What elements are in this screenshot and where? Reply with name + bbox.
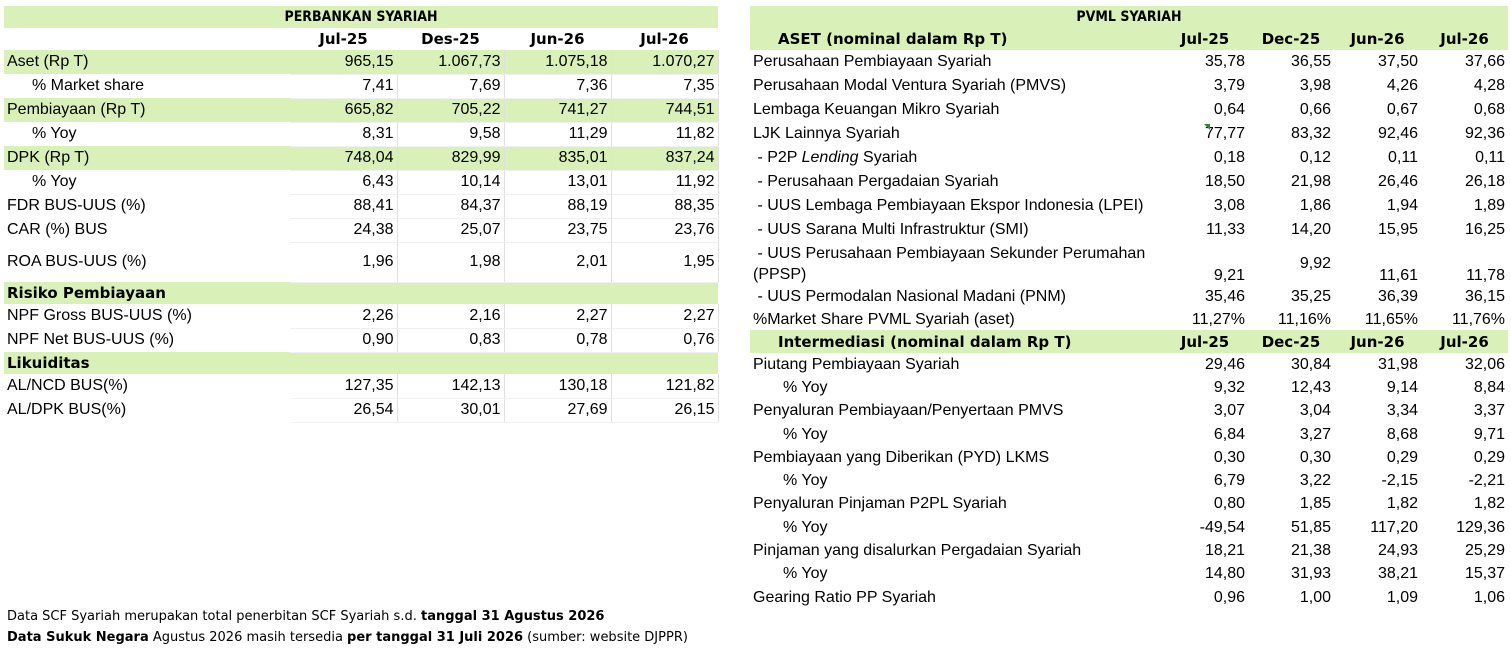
row-label: FDR BUS-UUS (%) [7, 197, 146, 214]
row-label: % Yoy [32, 125, 77, 142]
row-value [504, 282, 611, 304]
row-value: 7,41 [290, 74, 397, 98]
row-value: 24,93 [1377, 542, 1418, 560]
row-value: 36,39 [1377, 288, 1418, 305]
row-value: 665,82 [290, 98, 397, 122]
table-row [4, 398, 718, 422]
row-value: 705,22 [397, 98, 504, 122]
row-value: 835,01 [504, 146, 611, 170]
row-value: 3,22 [1299, 472, 1331, 490]
row-value: 16,25 [1464, 221, 1506, 238]
row-value: 35,25 [1290, 288, 1331, 305]
row-value: 84,37 [397, 194, 504, 218]
row-value: 829,99 [397, 146, 504, 170]
row-label: Lembaga Keuangan Mikro Syariah [753, 101, 1000, 118]
row-value: 1,95 [611, 242, 718, 282]
table-row [4, 374, 718, 398]
row-label: Penyaluran Pinjaman P2PL Syariah [753, 495, 1007, 513]
row-value: 0,64 [1213, 101, 1245, 118]
row-value: 25,07 [397, 218, 504, 242]
row-value: 88,35 [611, 194, 718, 218]
row-value: 0,66 [1299, 101, 1331, 118]
row-label: % Market share [32, 77, 145, 94]
row-value: 11,16% [1277, 310, 1331, 328]
row-value: 837,24 [611, 146, 718, 170]
row-value: 2,27 [611, 304, 718, 328]
row-value: 21,98 [1290, 173, 1331, 190]
row-value: 11,61 [1379, 267, 1418, 284]
table-row [750, 242, 1508, 285]
row-value: 117,20 [1370, 518, 1418, 536]
row-value: 0,11 [1475, 149, 1506, 166]
row-value: 0,78 [504, 328, 611, 352]
row-value: 741,27 [504, 98, 611, 122]
row-value: 8,31 [290, 122, 397, 146]
row-value: 24,38 [290, 218, 397, 242]
table-row [4, 304, 718, 328]
row-value: 23,76 [611, 218, 718, 242]
row-value [611, 282, 718, 304]
col-header: Jun-26 [1334, 28, 1421, 50]
row-label: Penyaluran Pembiayaan/Penyertaan PMVS [753, 402, 1064, 420]
row-value: 7,69 [397, 74, 504, 98]
row-value: 1,86 [1299, 197, 1331, 214]
row-value: 0,11 [1388, 149, 1418, 166]
row-value: 1,00 [1299, 588, 1331, 606]
table-row [4, 242, 718, 282]
table-row [750, 146, 1508, 170]
row-value: 2,16 [397, 304, 504, 328]
row-label: - UUS Perusahaan Pembiayaan Sekunder Perumahan (PPSP) [753, 244, 1146, 283]
row-value: 3,27 [1299, 425, 1331, 443]
row-value: 35,78 [1204, 53, 1245, 70]
table-row [750, 586, 1508, 609]
row-value: 37,66 [1464, 53, 1506, 70]
row-value: 9,92 [1299, 254, 1331, 272]
row-label: AL/NCD BUS(%) [7, 377, 128, 394]
row-value: 26,18 [1464, 173, 1506, 190]
row-label: ROA BUS-UUS (%) [7, 253, 147, 270]
row-label: % Yoy [32, 173, 77, 190]
row-value: 1,96 [290, 242, 397, 282]
row-value: 6,84 [1213, 425, 1245, 443]
row-value: 4,28 [1473, 77, 1506, 94]
row-label: Piutang Pembiayaan Syariah [753, 355, 960, 373]
table-row [750, 98, 1508, 122]
col-header: Jul-26 [1421, 330, 1508, 353]
row-value: 1,89 [1473, 197, 1506, 214]
row-value [397, 282, 504, 304]
row-value: 29,46 [1204, 355, 1245, 373]
row-value: 1.070,27 [611, 50, 718, 74]
row-label: Risiko Pembiayaan [4, 282, 290, 304]
table-row [750, 218, 1508, 242]
row-value: 3,07 [1213, 402, 1245, 420]
table-row [4, 282, 718, 304]
row-value: 11,82 [611, 122, 718, 146]
table-row [4, 122, 718, 146]
footnote-scf: Data SCF Syariah merupakan total penerbitan SCF Syariah s.d. tanggal 31 Agustus 2026 [7, 609, 605, 624]
table-row [750, 285, 1508, 309]
row-value: 744,51 [611, 98, 718, 122]
row-value: 1,09 [1386, 588, 1418, 606]
aset-table-body [750, 50, 1508, 330]
row-value: 6,79 [1213, 472, 1245, 490]
row-label: Aset (Rp T) [4, 50, 290, 74]
row-label: % Yoy [783, 425, 828, 443]
row-value: 31,98 [1377, 355, 1418, 373]
col-header: Dec-25 [1248, 330, 1334, 353]
row-value: 13,01 [504, 170, 611, 194]
row-value: 9,32 [1213, 378, 1245, 396]
row-value: 25,29 [1464, 542, 1506, 560]
row-label: % Yoy [783, 378, 828, 396]
row-value: 8,84 [1473, 378, 1506, 396]
table-row [750, 400, 1508, 423]
table-row [750, 194, 1508, 218]
comment-marker-icon [1204, 124, 1210, 130]
row-value: 0,29 [1473, 448, 1506, 466]
row-value: 92,46 [1377, 125, 1418, 142]
row-value: 51,85 [1290, 518, 1331, 536]
perbankan-syariah-panel [4, 6, 718, 423]
table-row [750, 353, 1508, 376]
table-row [750, 122, 1508, 146]
row-value: 37,50 [1377, 53, 1418, 70]
row-value: 0,29 [1386, 448, 1418, 466]
row-value: 36,15 [1464, 288, 1506, 305]
table-row [750, 309, 1508, 330]
row-value: -2,15 [1381, 472, 1418, 490]
row-label: Gearing Ratio PP Syariah [753, 588, 936, 606]
row-value: 0,90 [290, 328, 397, 352]
row-value: 129,36 [1456, 518, 1506, 536]
table-row [750, 493, 1508, 516]
row-value: 83,32 [1290, 125, 1331, 142]
row-value: 11,65% [1364, 310, 1418, 328]
row-value: 36,55 [1290, 53, 1331, 70]
row-value: 11,76% [1451, 310, 1506, 328]
intermediasi-header-row [750, 330, 1508, 353]
header-row [4, 28, 718, 50]
row-label: CAR (%) BUS [7, 221, 108, 238]
row-value: 14,20 [1290, 221, 1331, 238]
row-value: 2,27 [504, 304, 611, 328]
row-value: 3,79 [1213, 77, 1245, 94]
row-value: 38,21 [1377, 565, 1418, 583]
row-value [290, 352, 397, 374]
row-value: -49,54 [1199, 518, 1245, 536]
table-row [750, 563, 1508, 586]
row-value: 9,71 [1473, 425, 1506, 443]
table-row [4, 50, 718, 74]
row-value: 77,77 [1204, 125, 1245, 142]
row-value: 0,67 [1386, 101, 1418, 118]
left-table-body [4, 50, 718, 422]
table-row [750, 539, 1508, 562]
row-value: 88,19 [504, 194, 611, 218]
row-value: 3,37 [1473, 402, 1506, 420]
row-value: 0,80 [1213, 495, 1245, 513]
table-row [750, 516, 1508, 539]
row-value: 11,27% [1191, 310, 1245, 328]
row-value: 142,13 [397, 374, 504, 398]
table-row [4, 74, 718, 98]
row-value: 3,98 [1299, 77, 1331, 94]
row-label: Likuiditas [4, 352, 290, 374]
col-header: Jul-25 [319, 30, 368, 48]
row-value: 1,06 [1473, 588, 1506, 606]
row-value: 2,01 [504, 242, 611, 282]
table-title-row [4, 6, 718, 28]
table-row [4, 328, 718, 352]
row-label: Perusahaan Modal Ventura Syariah (PMVS) [753, 77, 1067, 94]
row-value: 35,46 [1204, 288, 1245, 305]
row-label: LJK Lainnya Syariah [753, 125, 900, 142]
row-value: 0,18 [1213, 149, 1245, 166]
row-label: Pembiayaan (Rp T) [4, 98, 290, 122]
row-label: % Yoy [783, 518, 828, 536]
table-row [750, 376, 1508, 399]
row-value: 18,50 [1204, 173, 1245, 190]
row-value: 15,37 [1464, 565, 1506, 583]
row-value: 0,68 [1473, 101, 1506, 118]
row-value: 18,21 [1204, 542, 1245, 560]
row-value: 0,30 [1299, 448, 1331, 466]
row-value: 12,43 [1290, 378, 1331, 396]
row-value: 26,54 [290, 398, 397, 422]
pvml-syariah-table [750, 6, 1508, 609]
aset-header-row [750, 28, 1508, 50]
table-row [750, 446, 1508, 469]
row-value: 121,82 [611, 374, 718, 398]
table-title: PERBANKAN SYARIAH [4, 6, 718, 28]
row-value: 30,01 [397, 398, 504, 422]
table-row [4, 170, 718, 194]
table-row [4, 218, 718, 242]
footnotes [7, 606, 688, 648]
table-row [4, 146, 718, 170]
row-value: 0,12 [1299, 149, 1331, 166]
table-row [750, 469, 1508, 492]
row-label: % Yoy [783, 565, 828, 583]
intermediasi-table-body [750, 353, 1508, 609]
row-label: Pinjaman yang disalurkan Pergadaian Syariah [753, 542, 1082, 560]
row-value: 6,43 [290, 170, 397, 194]
row-label: NPF Gross BUS-UUS (%) [7, 307, 192, 324]
row-value: 1,94 [1386, 197, 1418, 214]
col-header: Dec-25 [1248, 28, 1334, 50]
row-value [290, 282, 397, 304]
col-header: Jul-25 [1162, 28, 1248, 50]
row-value [504, 352, 611, 374]
row-value: 130,18 [504, 374, 611, 398]
row-value: 1,82 [1386, 495, 1418, 513]
row-label: AL/DPK BUS(%) [7, 401, 127, 418]
row-value: 2,26 [290, 304, 397, 328]
row-value: 3,34 [1386, 402, 1418, 420]
row-label: Pembiayaan yang Diberikan (PYD) LKMS [753, 448, 1050, 466]
row-value: 9,58 [397, 122, 504, 146]
row-value: 0,30 [1213, 448, 1245, 466]
row-value: 23,75 [504, 218, 611, 242]
row-value: 32,06 [1464, 355, 1506, 373]
row-label: Perusahaan Pembiayaan Syariah [753, 53, 992, 70]
row-value: 748,04 [290, 146, 397, 170]
row-value: 7,35 [611, 74, 718, 98]
row-value: 11,29 [504, 122, 611, 146]
aset-header-label: ASET (nominal dalam Rp T) [750, 28, 1162, 50]
row-value [397, 352, 504, 374]
row-value: 127,35 [290, 374, 397, 398]
row-value: 11,92 [611, 170, 718, 194]
table-title: PVML SYARIAH [750, 6, 1508, 28]
row-label: - Perusahaan Pergadaian Syariah [753, 173, 999, 190]
table-row [4, 352, 718, 374]
row-value: 88,41 [290, 194, 397, 218]
col-header: Jul-26 [1421, 28, 1508, 50]
row-value: 8,68 [1386, 425, 1418, 443]
row-value: 11,33 [1206, 221, 1245, 238]
row-label: - P2P Lending Syariah [753, 149, 918, 166]
row-value: 14,80 [1204, 565, 1245, 583]
col-header: Des-25 [421, 30, 480, 48]
row-value: 1.067,73 [397, 50, 504, 74]
row-value: -2,21 [1468, 472, 1506, 490]
table-row [4, 98, 718, 122]
footnote-sukuk: Data Sukuk Negara Agustus 2026 masih tersedia per tanggal 31 Juli 2026 (sumber: website DJPPR) [7, 630, 688, 645]
pvml-syariah-panel [750, 6, 1508, 609]
row-value: 30,84 [1290, 355, 1331, 373]
row-value: 965,15 [290, 50, 397, 74]
row-value: 1.075,18 [504, 50, 611, 74]
row-value: 1,85 [1299, 495, 1331, 513]
table-row [4, 194, 718, 218]
row-value: 92,36 [1464, 125, 1506, 142]
row-label: - UUS Sarana Multi Infrastruktur (SMI) [753, 221, 1029, 238]
table-title-row [750, 6, 1508, 28]
row-value: 21,38 [1290, 542, 1331, 560]
col-header: Jul-26 [640, 30, 689, 48]
intermediasi-header-label: Intermediasi (nominal dalam Rp T) [750, 330, 1162, 353]
row-value: 31,93 [1290, 565, 1331, 583]
perbankan-syariah-table [4, 6, 719, 423]
row-label: NPF Net BUS-UUS (%) [7, 331, 175, 348]
row-value: 15,95 [1377, 221, 1418, 238]
row-label: - UUS Permodalan Nasional Madani (PNM) [753, 288, 1066, 305]
table-row [750, 170, 1508, 194]
row-value: 1,82 [1473, 495, 1506, 513]
row-value: 9,21 [1213, 267, 1245, 284]
table-row [750, 74, 1508, 98]
col-header: Jun-26 [530, 30, 585, 48]
row-value [611, 352, 718, 374]
row-label: % Yoy [783, 472, 828, 490]
row-value: 4,26 [1386, 77, 1418, 94]
row-value: 3,08 [1213, 197, 1245, 214]
row-value: 3,04 [1299, 402, 1331, 420]
row-label: %Market Share PVML Syariah (aset) [753, 310, 1015, 328]
row-value: 26,46 [1377, 173, 1418, 190]
row-value: 0,83 [397, 328, 504, 352]
row-value: 1,98 [397, 242, 504, 282]
col-header: Jul-25 [1162, 330, 1248, 353]
row-value: 7,36 [504, 74, 611, 98]
row-label: - UUS Lembaga Pembiayaan Ekspor Indonesia (LPEI) [753, 197, 1144, 214]
row-value: 0,96 [1213, 588, 1245, 606]
col-header: Jun-26 [1334, 330, 1421, 353]
row-value: 10,14 [397, 170, 504, 194]
row-value: 11,78 [1466, 267, 1506, 284]
table-row [750, 50, 1508, 74]
row-value: 0,76 [611, 328, 718, 352]
row-label: DPK (Rp T) [4, 146, 290, 170]
table-row [750, 423, 1508, 446]
row-value: 9,14 [1386, 378, 1418, 396]
row-value: 26,15 [611, 398, 718, 422]
row-value: 27,69 [504, 398, 611, 422]
